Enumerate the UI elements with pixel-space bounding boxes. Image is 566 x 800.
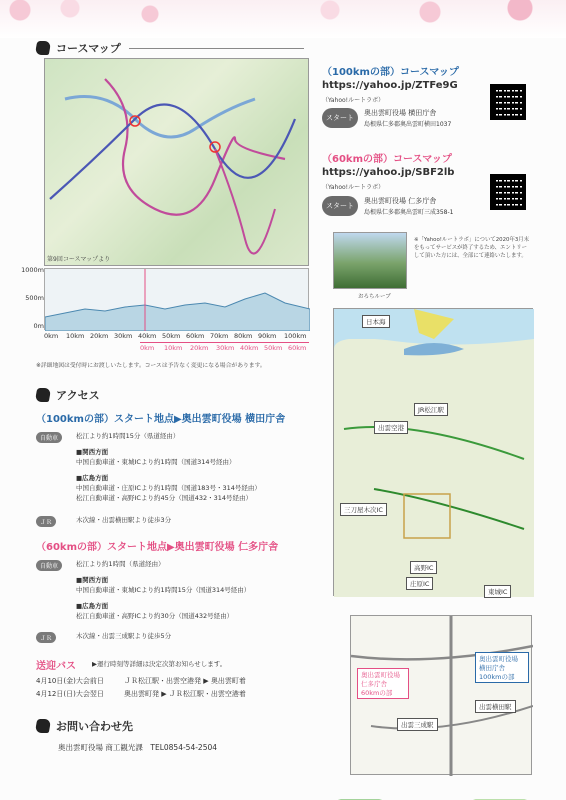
access-line: ■広島方面 bbox=[76, 474, 109, 482]
start-100-heading: （100kmの部）スタート地点▶奥出雲町役場 横田庁舎 bbox=[36, 414, 286, 425]
car-tag: 自動車 bbox=[36, 432, 62, 443]
bus-heading: 送迎バス bbox=[36, 661, 76, 672]
access-line: 松江より約1時間15分（県道経由） bbox=[76, 432, 180, 440]
elevation-y-axis bbox=[14, 266, 44, 336]
qr-code-icon[interactable] bbox=[490, 84, 526, 120]
course-60-url[interactable]: https://yahoo.jp/SBF2lb bbox=[322, 167, 455, 178]
bus-route: ＪＲ松江駅・出雲空港発 ▶ 奥出雲町着 bbox=[124, 677, 246, 685]
access-line: 中国自動車道・東城ICより約1時間（国道314号経由） bbox=[76, 458, 236, 466]
x-tick-label: 70km bbox=[210, 332, 229, 340]
x-tick-label: 10km bbox=[164, 344, 183, 352]
access-line: 木次線・出雲横田駅より徒歩3分 bbox=[76, 516, 172, 524]
map-label: 奥出雲町役場 横田庁舎 100kmの部 bbox=[475, 652, 529, 683]
map-label: JR松江駅 bbox=[414, 403, 448, 416]
x-tick-label: 80km bbox=[234, 332, 253, 340]
routelab-note: ※「Yahoo!ルートラボ」について2020年3月末をもってサービスが終了するため、エントリーして頂いた方には、全部にて連絡いたします。 bbox=[414, 237, 530, 259]
jr-tag: ＪＲ bbox=[36, 516, 56, 527]
x-axis-60 bbox=[140, 344, 309, 354]
access-line: ■関西方面 bbox=[76, 576, 109, 584]
qr-code-icon[interactable] bbox=[490, 174, 526, 210]
60km-axis-line bbox=[140, 342, 309, 343]
access-line: ■広島方面 bbox=[76, 602, 109, 610]
course-map-heading bbox=[36, 40, 304, 56]
map-source-note: 第9回コースマップより bbox=[47, 256, 111, 263]
access-line: 木次線・出雲三成駅より徒歩5分 bbox=[76, 632, 172, 640]
x-tick-label: 60km bbox=[288, 344, 307, 352]
x-tick-label: 40km bbox=[240, 344, 259, 352]
x-tick-label: 90km bbox=[258, 332, 277, 340]
course-100-title: （100kmの部）コースマップ bbox=[322, 67, 459, 78]
x-tick-label: 30km bbox=[216, 344, 235, 352]
x-tick-label: 20km bbox=[90, 332, 109, 340]
cherry-blossom-banner bbox=[0, 0, 566, 38]
start-60-heading: （60kmの部）スタート地点▶奥出雲町役場 仁多庁舎 bbox=[36, 542, 279, 553]
access-line: 松江自動車道・高野ICより約30分（国道432号経由） bbox=[76, 612, 234, 620]
orochi-loop-photo bbox=[333, 232, 407, 289]
course-map-image bbox=[44, 58, 309, 266]
access-heading-text: アクセス bbox=[56, 389, 100, 402]
course-map-heading-text: コースマップ bbox=[56, 42, 121, 55]
bus-note: ▶運行時刻等詳細は決定次第お知らせします。 bbox=[92, 660, 227, 668]
map-label: 奥出雲町役場 仁多庁舎 60kmの部 bbox=[357, 668, 409, 699]
x-tick-label: 10km bbox=[66, 332, 85, 340]
x-tick-label: 100km bbox=[284, 332, 307, 340]
access-line: 中国自動車道・庄原ICより約1時間（国道183号・314号経由） bbox=[76, 484, 261, 492]
area-map-svg bbox=[334, 309, 534, 597]
x-tick-label: 60km bbox=[186, 332, 205, 340]
access-heading bbox=[36, 387, 314, 403]
contact-heading bbox=[36, 718, 316, 734]
bus-date: 4月10日(金)大会前日 bbox=[36, 677, 104, 685]
map-label: 出雲横田駅 bbox=[475, 700, 516, 713]
contact-heading-text: お問い合わせ先 bbox=[56, 720, 133, 733]
map-label: 日本海 bbox=[362, 315, 390, 328]
course-60-source: （Yahoo!ルートラボ） bbox=[322, 184, 385, 191]
jr-tag: ＪＲ bbox=[36, 632, 56, 643]
map-label: 三刀屋木次IC bbox=[340, 503, 387, 516]
map-label: 出雲空港 bbox=[374, 421, 408, 434]
access-line: 松江自動車道・高野ICより約45分（国道432・314号経由） bbox=[76, 494, 253, 502]
green-hills-footer bbox=[0, 765, 566, 800]
x-tick-label: 40km bbox=[138, 332, 157, 340]
x-tick-label: 30km bbox=[114, 332, 133, 340]
course-60-title: （60kmの部）コースマップ bbox=[322, 154, 452, 165]
x-axis-100 bbox=[44, 332, 309, 342]
course-note: ※詳細地図は受付時にお渡しいたします。コースは予告なく変更になる場合があります。 bbox=[36, 363, 266, 369]
detail-map bbox=[350, 615, 532, 775]
access-line: 中国自動車道・東城ICより約1時間15分（国道314号経由） bbox=[76, 586, 251, 594]
elevation-profile bbox=[44, 268, 309, 330]
x-tick-label: 20km bbox=[190, 344, 209, 352]
start-badge: スタート bbox=[322, 196, 358, 216]
x-tick-label: 0km bbox=[140, 344, 155, 352]
runner-icon bbox=[35, 719, 51, 733]
area-map bbox=[333, 308, 533, 596]
start-badge: スタート bbox=[322, 108, 358, 128]
runner-icon bbox=[35, 41, 51, 55]
course-100-source: （Yahoo!ルートラボ） bbox=[322, 97, 385, 104]
map-label: 庄原IC bbox=[406, 577, 433, 590]
course-100-url[interactable]: https://yahoo.jp/ZTFe9G bbox=[322, 80, 458, 91]
start-60-name: 奥出雲町役場 仁多庁舎 bbox=[364, 197, 437, 205]
y-tick-label: 0m bbox=[33, 322, 44, 330]
map-label: 高野IC bbox=[410, 561, 437, 574]
map-label: 東城IC bbox=[484, 585, 511, 598]
x-tick-label: 0km bbox=[44, 332, 59, 340]
contact-text: 奥出雲町役場 商工観光課 TEL0854-54-2504 bbox=[58, 743, 218, 752]
bus-route: 奥出雲町発 ▶ ＪＲ松江駅・出雲空港着 bbox=[124, 690, 246, 698]
car-tag: 自動車 bbox=[36, 560, 62, 571]
divider bbox=[129, 48, 304, 49]
y-tick-label: 1000m bbox=[21, 266, 44, 274]
start-60-address: 島根県仁多郡奥出雲町三成358-1 bbox=[364, 209, 454, 216]
elevation-svg bbox=[45, 269, 310, 331]
start-100-address: 島根県仁多郡奥出雲町横田1037 bbox=[364, 121, 452, 128]
runner-icon bbox=[35, 388, 51, 402]
y-tick-label: 500m bbox=[25, 294, 44, 302]
access-line: 松江より約1時間（県道経由） bbox=[76, 560, 165, 568]
access-line: ■関西方面 bbox=[76, 448, 109, 456]
x-tick-label: 50km bbox=[264, 344, 283, 352]
photo-caption: おろちループ bbox=[358, 294, 391, 300]
bus-date: 4月12日(日)大会翌日 bbox=[36, 690, 104, 698]
map-label: 出雲三成駅 bbox=[397, 718, 438, 731]
course-route-svg bbox=[45, 59, 310, 267]
start-100-name: 奥出雲町役場 横田庁舎 bbox=[364, 109, 437, 117]
x-tick-label: 50km bbox=[162, 332, 181, 340]
